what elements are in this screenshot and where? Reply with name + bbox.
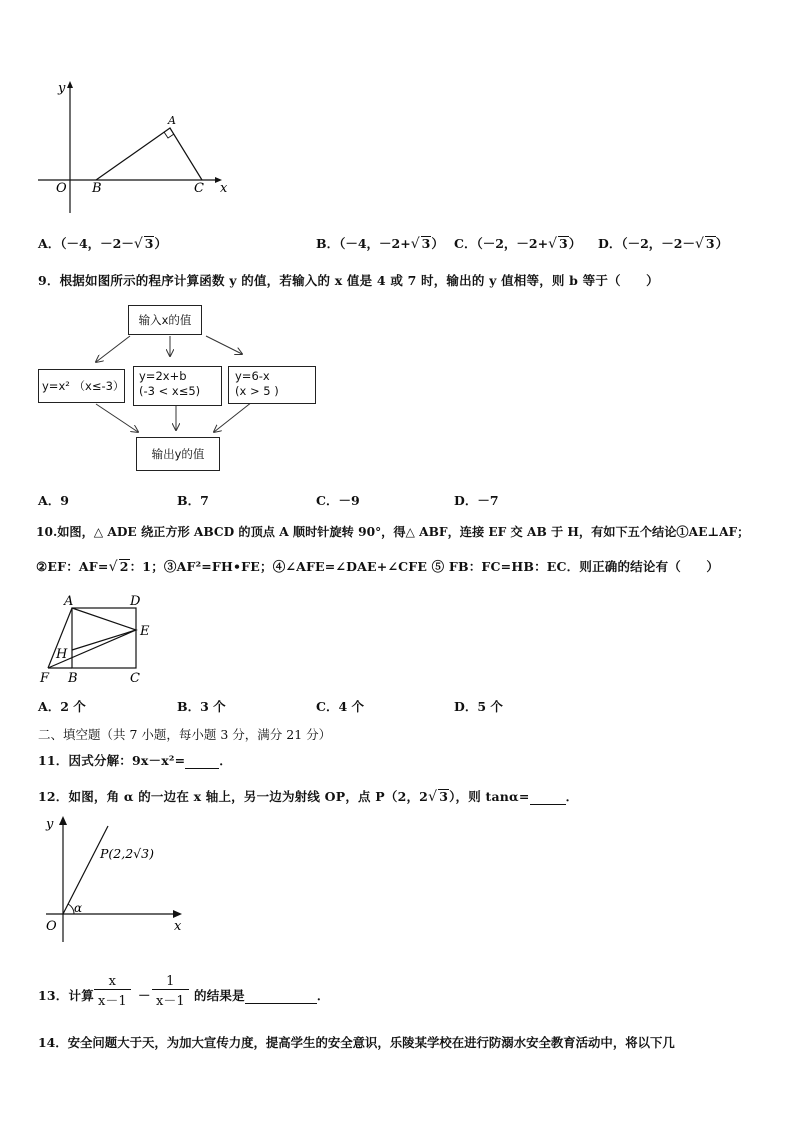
fig8-y: y	[58, 81, 66, 96]
fig8-a: A	[168, 114, 176, 127]
q13-fraction-1: $\frac{x}{x-1}$	[94, 974, 131, 1009]
flow-right-box: y=6-x (x > 5 )	[228, 366, 316, 404]
flow-mid-box: y=2x+b (-3 < x≤5)	[133, 366, 222, 406]
fig8-c: C	[194, 181, 204, 196]
fig12-p: P(2,2√3)	[100, 846, 154, 861]
flow-input-box: 输入x的值	[128, 305, 202, 335]
q13-suffix: 的结果是 ．	[194, 988, 330, 1003]
fig10-e: E	[140, 624, 150, 639]
fig8-o: O	[56, 181, 67, 196]
q9-option-b: B．7	[177, 493, 209, 508]
q10-option-a: A．2 个	[38, 699, 86, 714]
q10-figure	[38, 592, 168, 688]
fig10-d: D	[130, 594, 141, 609]
fig10-f: F	[40, 671, 50, 686]
q8-option-d: D．（－2，－2－√ 3）	[598, 236, 729, 252]
fig12-alpha: α	[74, 901, 83, 915]
q12-answer-blank	[530, 789, 566, 805]
fig10-c: C	[130, 671, 140, 686]
q12: 12．如图，角 α 的一边在 x 轴上，另一边为射线 OP，点 P（2，2√ 3），则 tanα= ．	[38, 789, 579, 805]
q12-figure	[38, 812, 198, 944]
q11-answer-blank	[185, 753, 219, 769]
section-title: 二、填空题（共 7 小题，每小题 3 分，满分 21 分）	[38, 727, 332, 742]
q8-option-a: A．（－4，－2－√ 3）	[38, 236, 167, 252]
q13-fraction-2: $\frac{1}{x-1}$	[152, 974, 189, 1009]
fig10-h: H	[56, 647, 68, 662]
q14: 14．安全问题大于天，为加大宣传力度，提高学生的安全意识，乐陵某学校在进行防溺水安全教育活动中，将以下几	[38, 1035, 675, 1050]
q9-stem: 9．根据如图所示的程序计算函数 y 的值，若输入的 x 值是 4 或 7 时，输出的 y 值相等，则 b 等于（ ）	[38, 273, 659, 288]
q8-option-b: B．（－4，－2+√ 3）	[316, 236, 444, 252]
fig8-b: B	[92, 181, 102, 196]
q9-option-c: C．－9	[316, 493, 360, 508]
q13-minus: －	[138, 988, 151, 1003]
q10-line2: ②EF：AF=√ 2：1；③AF²=FH•FE；④∠AFE=∠DAE+∠CFE ⑤ FB：FC=HB：EC．则正确的结论有（ ）	[36, 559, 720, 575]
fig12-y: y	[46, 817, 54, 832]
q13-answer-blank	[245, 988, 317, 1004]
q10-option-b: B．3 个	[177, 699, 226, 714]
q13-prefix: 13．计算	[38, 988, 94, 1003]
fig12-x: x	[174, 919, 182, 934]
flow-left-box: y=x² （x≤-3）	[38, 369, 125, 403]
q9-option-a: A．9	[38, 493, 69, 508]
q9-option-d: D．－7	[454, 493, 499, 508]
fig10-a: A	[64, 594, 74, 609]
fig8-x: x	[220, 181, 228, 196]
q11: 11．因式分解：9x－x²= ．	[38, 753, 232, 768]
fig12-o: O	[46, 919, 57, 934]
fig10-b: B	[68, 671, 78, 686]
q10-option-d: D．5 个	[454, 699, 503, 714]
flow-output-box: 输出y的值	[136, 437, 220, 471]
q10-option-c: C．4 个	[316, 699, 364, 714]
q10-line1: 10.如图，△ ADE 绕正方形 ABCD 的顶点 A 顺时针旋转 90°，得△ ABF，连接 EF 交 AB 于 H，有如下五个结论①AE⊥AF；	[36, 525, 750, 539]
q8-option-c: C．（－2，－2+√ 3）	[454, 236, 582, 252]
